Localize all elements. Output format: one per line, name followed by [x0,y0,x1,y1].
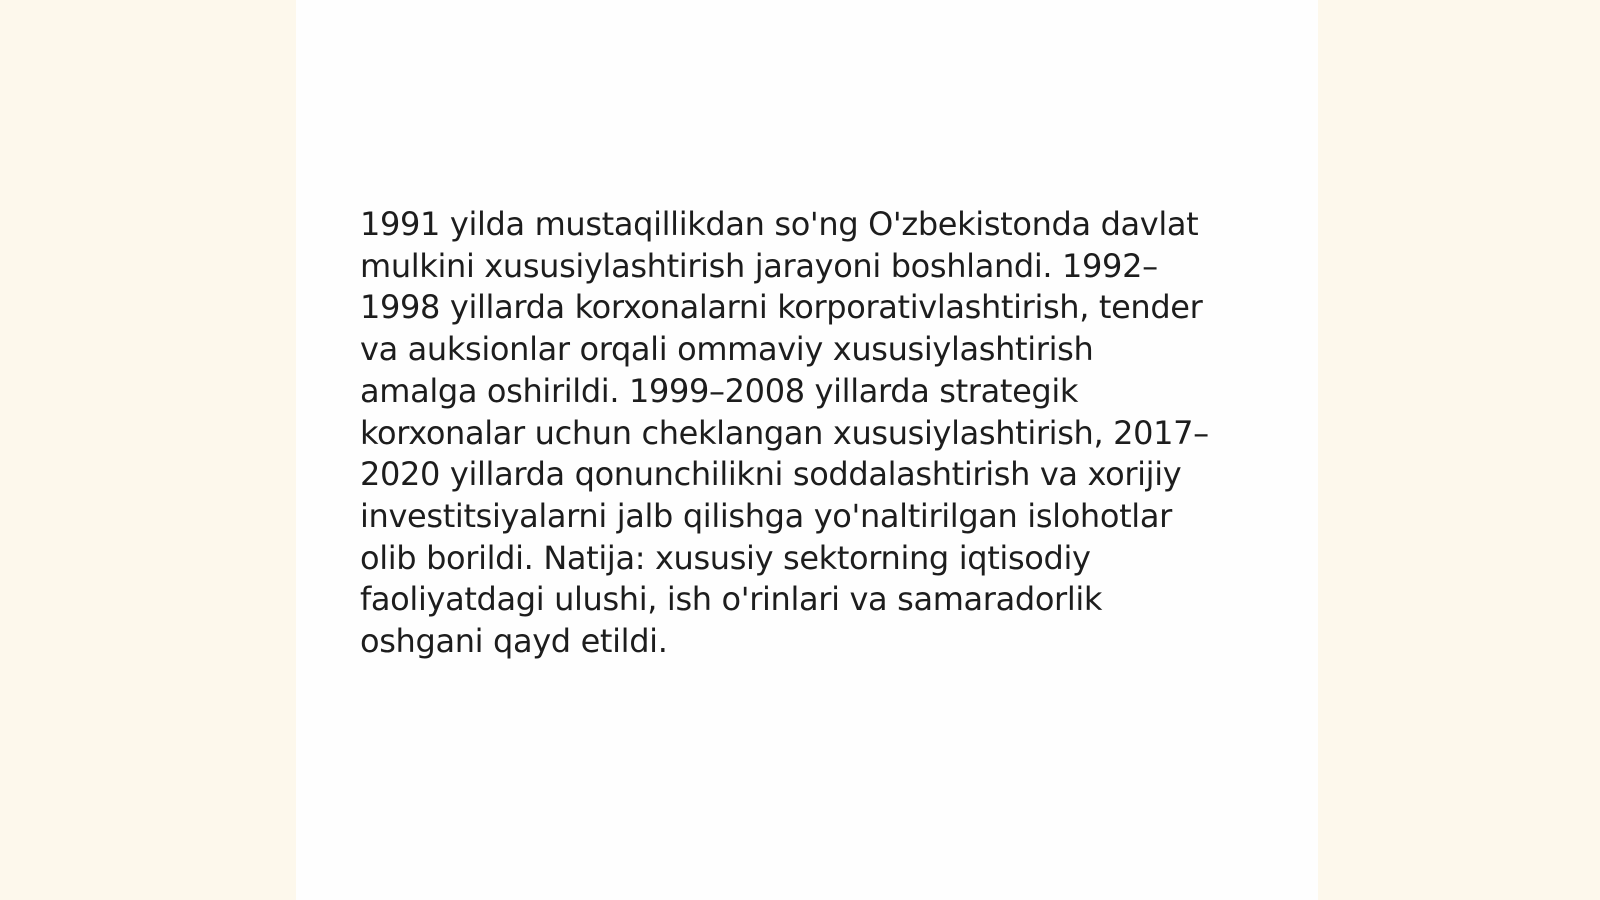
paragraph-line: olib borildi. Natija: xususiy sektorning iqtisodiy [360,538,1091,577]
paragraph-line: faoliyatdagi ulushi, ish o'rinlari va samaradorlik [360,580,1103,619]
paragraph-line: investitsiyalarni jalb qilishga yo'naltirilgan islohotlar [360,496,1172,535]
paragraph-line: mulkini xususiylashtirish jarayoni boshlandi. 1992– [360,246,1158,285]
paragraph-line: oshgani qayd etildi. [360,622,668,661]
body-paragraph [360,204,1260,663]
paragraph-line: 2020 yillarda qonunchilikni soddalashtirish va xorijiy [360,455,1182,494]
paragraph-line: amalga oshirildi. 1999–2008 yillarda strategik [360,371,1079,410]
document-page [296,0,1318,900]
paragraph-line: va auksionlar orqali ommaviy xususiylashtirish [360,330,1094,369]
paragraph-line: korxonalar uchun cheklangan xususiylashtirish, 2017– [360,413,1209,452]
paragraph-line: 1991 yilda mustaqillikdan so'ng O'zbekistonda davlat [360,205,1199,243]
paragraph-line: 1998 yillarda korxonalarni korporativlashtirish, tender [360,288,1203,327]
